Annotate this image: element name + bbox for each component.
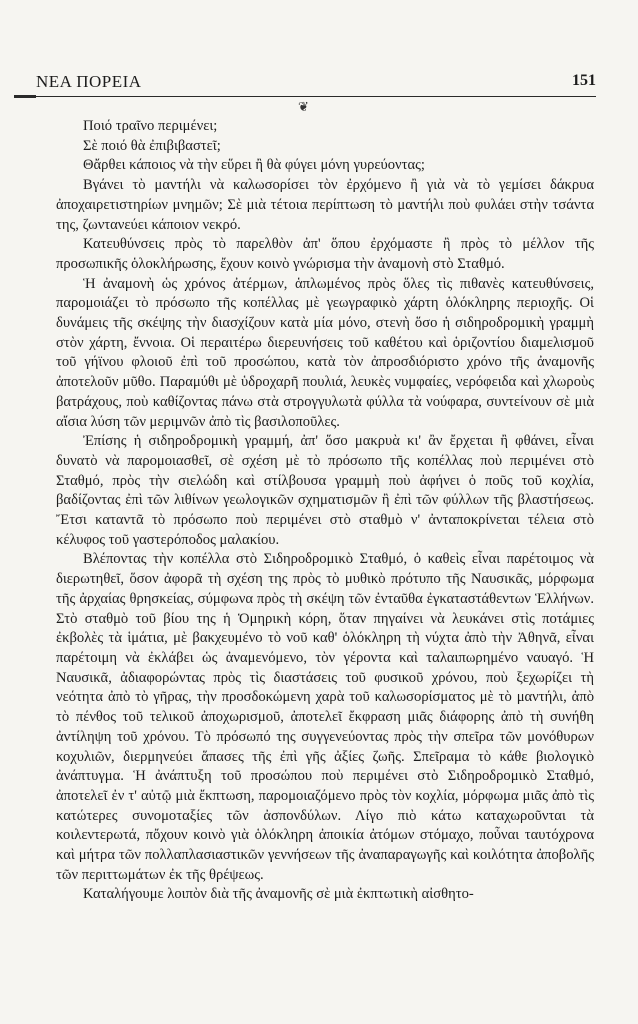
paragraph: Κατευθύνσεις πρὸς τὸ παρελθὸν ἀπ' ὅπου ἐρχόμαστε ἢ πρὸς τὸ μέλλον τῆς προσωπικῆς ὁλοκλήρωσης, ἔχουν κοινὸ γνώρισμα τὴν ἀναμονὴ στὸ Σταθμό. (56, 236, 594, 272)
verse-line: Θἄρθει κάποιος νὰ τὴν εὕρει ἢ θὰ φύγει μόνη γυρεύοντας; (83, 157, 425, 174)
paragraph: Βλέποντας τὴν κοπέλλα στὸ Σιδηροδρομικὸ Σταθμό, ὁ καθεὶς εἶναι παρέτοιμος νὰ διερωτηθεῖ, ὅσον ἀφορᾶ τὴ σχέση της πρὸς τὸ μυθικὸ πρότυπο τῆς Ναυσικᾶς, μόρφωμα τῆς ἀρχαίας θρησκείας, σύμφωνα πρὸς τὴ σκέψη τῶν ἐνταῦθα ἐγκαταστάθεντων Ἑλλήνων. Στὸ σταθμὸ τοῦ βίου της ἡ Ὁμηρικὴ κόρη, ὅταν πηγαίνει νὰ λευκάνει στὶς ποτάμιες ἐκβολὲς τὰ ἱμάτια, μὲ βακχευμένο τὸ νοῦ καθ' ὁλόκληρη τὴ νύχτα ἀπὸ τὴν Ἀθηνᾶ, εἶναι παρέτοιμη νὰ ἐκλάβει ὡς ἀναμενόμενο, τὸν γέροντα καὶ ταλαιπωρημένο ναυαγό. Ἡ Ναυσικᾶ, ἀδιαφορώντας πρὸς τὶς διαστάσεις τοῦ φυσικοῦ χρόνου, ποὺ ξεχωρίζει τὴ νεότητα ἀπὸ τὸ γῆρας, τὴν προσδοκώμενη χαρὰ τοῦ καλωσορίσματος μὲ τὸ μαντήλι, ἀπὸ τὸ πένθος τοῦ τελικοῦ ἀποχωρισμοῦ, ἀποτελεῖ ἔκφραση μιᾶς διάφορης ἀπὸ τὴ συνήθη ἀντίληψη τοῦ χρόνου. Τὸ πρόσωπό της συγγενεύοντας πρὸς τὴν σπεῖρα τῶν μονόθυρων κοχυλιῶν, διερμηνεύει ἅπασες τῆς ἐπὶ γῆς ἀξίες ζωῆς. Σπεῖραμα τὸ κάθε βιολογικὸ ἀνάπτυγμα. Ἡ ἀνάπτυξη τοῦ προσώπου ποὺ περιμένει στὸ Σιδηροδρομικὸ Σταθμό, ἀποτελεῖ ἐν τ' αὐτῷ μιὰ ἔκπτωση, παρομοιαζόμενο πρὸς τὸν κοχλία, μόρφωμα μιᾶς ἀπὸ τὶς κατώτερες συνομοταξίες τῶν ἀσπονδύλων. Λίγο πιὸ κάτω καταχωροῦνται τὰ κοιλεντερωτά, πὄχουν κοινὸ γιὰ ὁλόκληρη ἀποικία ἀτόμων στόμαχο, ποὖναι ταυτόχρονα καὶ μήτρα τῶν πολλαπλασιαστικῶν γεννήσεων τῆς ἀναπαραγωγῆς καὶ κοιλότητα ἀποβολῆς τῶν περιττωμάτων ἐκ τῆς θρέψεως. (56, 551, 594, 883)
paragraph: Ἐπίσης ἡ σιδηροδρομικὴ γραμμή, ἀπ' ὅσο μακρυὰ κι' ἂν ἔρχεται ἢ φθάνει, εἶναι δυνατὸ νὰ παρομοιασθεῖ, σὲ σχέση μὲ τὸ πρόσωπο τῆς κοπέλλας ποὺ περιμένει στὸ Σταθμό, πρὸς τὴν σιελώδη καὶ στίλβουσα γραμμὴ ποὺ ἀφήνει ὁ ποῦς τοῦ κοχλία, βαδίζοντας ἐπὶ τῶν λιθίνων γεωλογικῶν σχηματισμῶν ἢ ἐπὶ τῶν φύλλων τῆς βλαστήσεως. Ἔτσι καταντᾶ τὸ πρόσωπο ποὺ περιμένει στὸ σταθμὸ ν' ἀνταποκρίνεται τέλεια στὸ κέλυφος τοῦ γαστερόποδος μαλακίου. (56, 433, 594, 548)
header-rule-mark (14, 95, 36, 98)
verse-line: Ποιό τραῖνο περιμένει; (83, 118, 218, 134)
body-text (56, 117, 594, 905)
verse-line: Σὲ ποιό θὰ ἐπιβιβαστεῖ; (83, 137, 221, 154)
running-header (36, 70, 596, 96)
paragraph: Βγάνει τὸ μαντήλι νὰ καλωσορίσει τὸν ἐρχόμενο ἢ γιὰ νὰ τὸ γεμίσει δάκρυα ἀποχαιρετιστηρίων μνημῶν; Σὲ μιὰ τέτοια περίπτωση τὸ μαντήλι ποὺ φυλάει στὴν τσάντα της, ζωντανεύει κάποιον νεκρό. (56, 177, 594, 233)
printer-ornament-icon: ❦ (298, 100, 309, 115)
header-rule (14, 96, 596, 97)
paragraph: Ἡ ἀναμονὴ ὡς χρόνος ἀτέρμων, ἁπλωμένος πρὸς ὅλες τὶς πιθανὲς κατευθύνσεις, παρομοιάζει τὸ πρόσωπο τῆς κοπέλλας μὲ γεωγραφικὸ χάρτη ὁλόκληρης περιοχῆς. Οἱ δυνάμεις τῆς σκέψης τὴν διασχίζουν κατὰ μία μόνο, στενὴ ὅσο ἡ σιδηροδρομικὴ γραμμὴ στὸν χάρτη, ἔννοια. Οἱ περαιτέρω διερευνήσεις τοῦ καθέτου καὶ ὁριζοντίου διαμελισμοῦ τοῦ γήϊνου φλοιοῦ ἐπὶ τοῦ προσώπου, κατὰ τὸν ἀπροσδιόριστο χρόνο τῆς ἀναμονῆς ἀποτελοῦν μῦθο. Παραμύθι μὲ ὑδροχαρῆ πουλιά, λευκὲς νυμφαίες, νερόφειδα καὶ χλωροὺς βατράχους, ποὺ καθίζοντας πάνω στὰ στρογγυλωτὰ φύλλα τὰ νούφαρα, συντείνουν σὲ μιὰ αἴσια λύση τῶν μεριμνῶν ἀπὸ τὶς βασιλοποῦλες. (56, 275, 594, 430)
journal-title: ΝΕΑ ΠΟΡΕΙΑ (36, 72, 142, 91)
paragraph: Καταλήγουμε λοιπὸν διὰ τῆς ἀναμονῆς σὲ μιὰ ἐκπτωτικὴ αἰσθητο- (83, 886, 474, 903)
page-number: 151 (572, 72, 596, 89)
